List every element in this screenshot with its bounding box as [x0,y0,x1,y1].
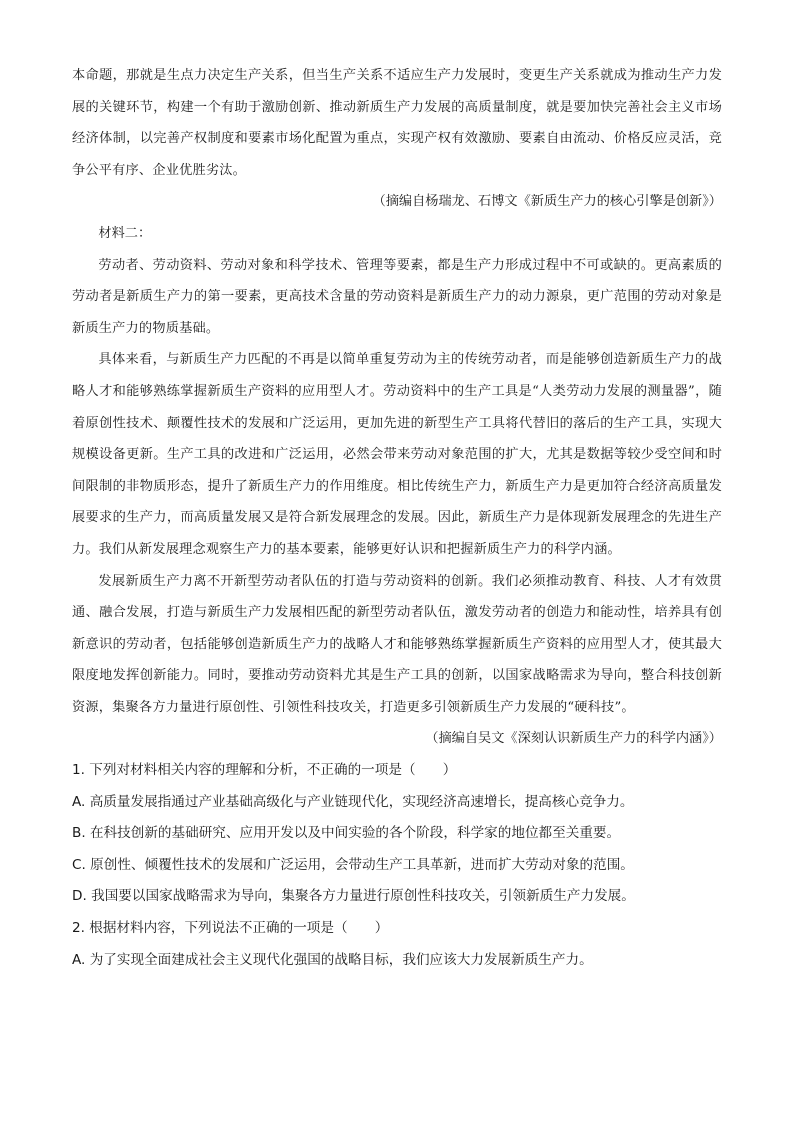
question-1-stem: 1. 下列对材料相关内容的理解和分析，不正确的一项是（ ） [72,762,457,779]
question-1-option-a: A. 高质量发展指通过产业基础高级化与产业链现代化，实现经济高速增长，提高核心竞争力。 [72,793,634,810]
material2-label: 材料二： [98,225,152,241]
question-2-stem: 2. 根据材料内容，下列说法不正确的一项是（ ） [72,920,389,937]
question-2-option-a: A. 为了实现全面建成社会主义现代化强国的战略目标，我们应该大力发展新质生产力。 [72,951,593,968]
question-1-option-b: B. 在科技创新的基础研究、应用开发以及中间实验的各个阶段，科学家的地位都至关重要。 [72,825,621,842]
paragraph-material2-2: 具体来看，与新质生产力匹配的不再是以简单重复劳动为主的传统劳动者，而是能够创造新质生产力的战略人才和能够熟练掌握新质生产资料的应用型人才。劳动资料中的生产工具是“人类劳动力发展的测量器”，随着原创性技术、颠覆性技术的发展和广泛运用，更加先进的新型生产工具将代替旧的落后的生产工具，实现大规模设备更新。生产工具的改进和广泛运用，必然会带来劳动对象范围的扩大，尤其是数据等较少受空间和时间限制的非物质形态，提升了新质生产力的作用维度。相比传统生产力，新质生产力是更加符合经济高质量发展要求的生产力，而高质量发展又是符合新发展理念的发展。因此，新质生产力是体现新发展理念的先进生产力。我们从新发展理念观察生产力的基本要素，能够更好认识和把握新质生产力的科学内涵。 [72,352,722,557]
source-citation-1: （摘编自杨瑞龙、石博文《新质生产力的核心引擎是创新》） [372,194,722,210]
paragraph-material1-end: 本命题，那就是生点力决定生产关系，但当生产关系不适应生产力发展时，变更生产关系就成为推动生产力发展的关键环节，构建一个有助于激励创新、推动新质生产力发展的高质量制度，就是要加快完善社会主义市场经济体制，以完善产权制度和要素市场化配置为重点，实现产权有效激励、要素自由流动、价格反应灵活，竞争公平有序、企业优胜劣汰。 [72,68,722,178]
question-1-option-d: D. 我国要以国家战略需求为导向，集聚各方力量进行原创性科技攻关，引领新质生产力发展。 [72,888,635,905]
source-citation-2: （摘编自吴文《深刻认识新质生产力的科学内涵》） [425,731,722,747]
question-2 [72,913,722,976]
document-page [72,60,722,976]
paragraph-material2-3: 发展新质生产力离不开新型劳动者队伍的打造与劳动资料的创新。我们必须推动教育、科技、人才有效贯通、融合发展，打造与新质生产力发展相匹配的新型劳动者队伍，激发劳动者的创造力和能动性，培养具有创新意识的劳动者，包括能够创造新质生产力的战略人才和能够熟练掌握新质生产资料的应用型人才，使其最大限度地发挥创新能力。同时，要推动劳动资料尤其是生产工具的创新，以国家战略需求为导向，整合科技创新资源，集聚各方力量进行原创性、引领性科技攻关，打造更多引领新质生产力发展的“硬科技”。 [72,573,722,715]
paragraph-material2-1: 劳动者、劳动资料、劳动对象和科学技术、管理等要素，都是生产力形成过程中不可或缺的。更高素质的劳动者是新质生产力的第一要素，更高技术含量的劳动资料是新质生产力的动力源泉，更广范围的劳动对象是新质生产力的物质基础。 [72,257,722,336]
question-1 [72,755,722,913]
question-1-option-c: C. 原创性、倾覆性技术的发展和广泛运用，会带动生产工具革新，进而扩大劳动对象的范围。 [72,856,634,873]
